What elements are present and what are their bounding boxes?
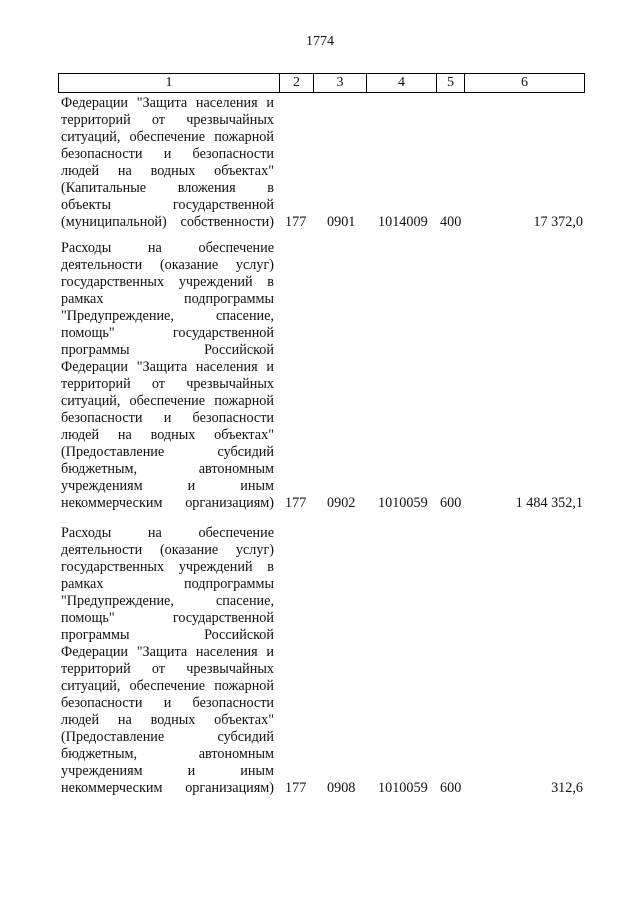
article-code: 1010059 xyxy=(378,495,428,511)
table-header xyxy=(58,73,585,93)
description-line: рамках подпрограммы xyxy=(61,291,274,307)
description-line: Расходы на обеспечение xyxy=(61,525,274,541)
description-line: "Предупреждение, спасение, xyxy=(61,593,274,609)
description-line: рамках подпрограммы xyxy=(61,576,274,592)
description-line: деятельности (оказание услуг) xyxy=(61,257,274,273)
description-line: территорий от чрезвычайных xyxy=(61,661,274,677)
ministry-code: 177 xyxy=(285,780,307,796)
description-line: Федерации "Защита населения и xyxy=(61,95,274,111)
description-line: людей на водных объектах" xyxy=(61,712,274,728)
expense-kind: 400 xyxy=(440,214,462,230)
row-description xyxy=(61,95,274,231)
section-code: 0902 xyxy=(327,495,356,511)
description-line: людей на водных объектах" xyxy=(61,163,274,179)
description-line: Федерации "Защита населения и xyxy=(61,359,274,375)
description-line: некоммерческим организациям) xyxy=(61,780,274,796)
amount: 17 372,0 xyxy=(533,214,583,230)
description-line: помощь" государственной xyxy=(61,610,274,626)
page-number: 1774 xyxy=(306,34,334,49)
description-line: объекты государственной xyxy=(61,197,274,213)
description-line: бюджетным, автономным xyxy=(61,746,274,762)
row-description xyxy=(61,525,274,797)
description-line: государственных учреждений в xyxy=(61,559,274,575)
description-line: бюджетным, автономным xyxy=(61,461,274,477)
section-code: 0908 xyxy=(327,780,356,796)
header-col-6: 6 xyxy=(464,74,585,92)
header-col-5: 5 xyxy=(436,74,464,92)
header-col-3: 3 xyxy=(313,74,366,92)
row-description xyxy=(61,240,274,512)
description-line: безопасности и безопасности xyxy=(61,695,274,711)
description-line: "Предупреждение, спасение, xyxy=(61,308,274,324)
description-line: безопасности и безопасности xyxy=(61,146,274,162)
description-line: программы Российской xyxy=(61,342,274,358)
description-line: помощь" государственной xyxy=(61,325,274,341)
description-line: государственных учреждений в xyxy=(61,274,274,290)
description-line: (Капитальные вложения в xyxy=(61,180,274,196)
description-line: (Предоставление субсидий xyxy=(61,729,274,745)
description-line: территорий от чрезвычайных xyxy=(61,376,274,392)
article-code: 1014009 xyxy=(378,214,428,230)
description-line: учреждениям и иным xyxy=(61,763,274,779)
description-line: ситуаций, обеспечение пожарной xyxy=(61,129,274,145)
article-code: 1010059 xyxy=(378,780,428,796)
description-line: ситуаций, обеспечение пожарной xyxy=(61,678,274,694)
description-line: территорий от чрезвычайных xyxy=(61,112,274,128)
header-col-2: 2 xyxy=(279,74,313,92)
description-line: деятельности (оказание услуг) xyxy=(61,542,274,558)
description-line: (Предоставление субсидий xyxy=(61,444,274,460)
section-code: 0901 xyxy=(327,214,356,230)
ministry-code: 177 xyxy=(285,214,307,230)
description-line: Расходы на обеспечение xyxy=(61,240,274,256)
expense-kind: 600 xyxy=(440,780,462,796)
description-line: ситуаций, обеспечение пожарной xyxy=(61,393,274,409)
description-line: (муниципальной) собственности) xyxy=(61,214,274,230)
description-line: программы Российской xyxy=(61,627,274,643)
description-line: Федерации "Защита населения и xyxy=(61,644,274,660)
description-line: людей на водных объектах" xyxy=(61,427,274,443)
amount: 312,6 xyxy=(551,780,583,796)
expense-kind: 600 xyxy=(440,495,462,511)
description-line: безопасности и безопасности xyxy=(61,410,274,426)
description-line: учреждениям и иным xyxy=(61,478,274,494)
ministry-code: 177 xyxy=(285,495,307,511)
header-col-4: 4 xyxy=(366,74,436,92)
header-col-1: 1 xyxy=(58,74,279,92)
amount: 1 484 352,1 xyxy=(515,495,583,511)
description-line: некоммерческим организациям) xyxy=(61,495,274,511)
